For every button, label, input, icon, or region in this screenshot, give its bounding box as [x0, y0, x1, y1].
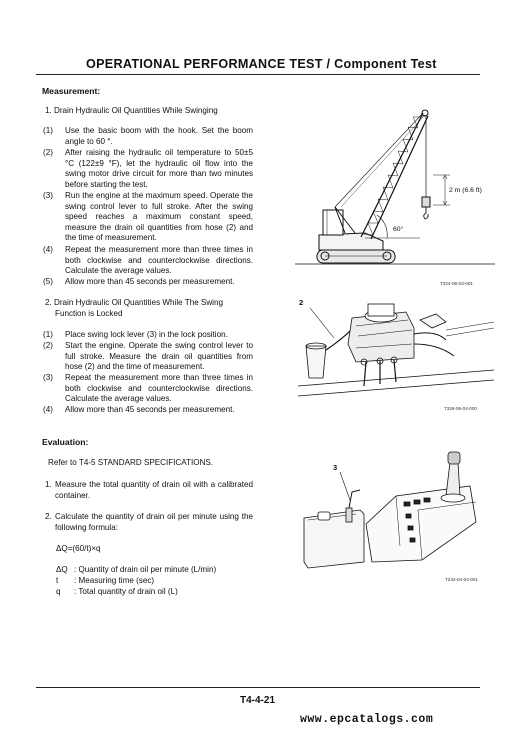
procedure-1-step-3 [43, 191, 253, 245]
step-text: After raising the hydraulic oil temperature to 50±5 °C (122±9 °F), let the hydraulic oil flow into the swing motor drive circuit for more than two minutes before starting the test. [65, 148, 253, 189]
evaluation-step-1 [45, 480, 253, 502]
formula: ΔQ=(60/t)×q [56, 544, 101, 553]
evaluation-heading: Evaluation: [42, 437, 89, 447]
procedure-2-step-3 [43, 373, 253, 405]
evaluation-reference: Refer to T4-5 STANDARD SPECIFICATIONS. [48, 458, 214, 467]
crane-illustration [295, 95, 495, 275]
step-number: (3) [43, 373, 53, 382]
figure-code: T234-04-04-001 [445, 577, 478, 582]
swing-lock-illustration [300, 450, 496, 574]
step-text: Start the engine. Operate the swing control lever to full stroke. Measure the drain oil quantities from hose (2) and the time of measurement. [65, 341, 253, 372]
step-number: (2) [43, 148, 53, 157]
step-text: Run the engine at the maximum speed. Operate the swing control lever to full stroke. After the swing speed reaches a maximum constant speed, measure the drain oil quantities from hose (2) and the time of measurement. [65, 191, 253, 243]
step-number: 1. [45, 480, 52, 489]
procedure-2-step-2 [43, 341, 253, 373]
footer-rule [36, 687, 480, 688]
measurement-heading: Measurement: [42, 86, 101, 96]
header-rule [36, 74, 480, 75]
dimension-label: 2 m (6.6 ft) [449, 187, 482, 194]
legend-description: : Quantity of drain oil per minute (L/min) [74, 565, 217, 574]
step-text: Repeat the measurement more than three times in both clockwise and counterclockwise directions. Calculate the average values. [65, 373, 253, 404]
evaluation-step-2 [45, 512, 253, 534]
legend-description: : Total quantity of drain oil (L) [74, 587, 178, 596]
legend-symbol: t [56, 576, 59, 585]
step-number: (3) [43, 191, 53, 200]
step-text: Use the basic boom with the hook. Set the boom angle to 60 °. [65, 126, 253, 146]
page-number: T4-4-21 [240, 695, 276, 706]
lever-callout: 3 [333, 463, 338, 472]
step-number: 2. [45, 512, 52, 521]
page-title: OPERATIONAL PERFORMANCE TEST / Component Test [86, 57, 437, 71]
procedure-1-title: 1. Drain Hydraulic Oil Quantities While Swinging [45, 106, 218, 115]
procedure-2-title-cont: Function is Locked [55, 309, 123, 318]
step-text: Place swing lock lever (3) in the lock position. [65, 330, 228, 339]
legend-row-q [56, 587, 178, 598]
figure-code: T324-06-03-001 [440, 281, 473, 286]
swing-motor-illustration [296, 300, 496, 402]
step-text: Repeat the measurement more than three times in both clockwise and counterclockwise directions. Calculate the average values. [65, 245, 253, 276]
step-number: (5) [43, 277, 53, 286]
step-text: Measure the total quantity of drain oil with a calibrated container. [55, 480, 253, 500]
legend-row-dq [56, 565, 216, 576]
step-number: (4) [43, 245, 53, 254]
procedure-2-step-4 [43, 405, 258, 417]
step-number: (1) [43, 126, 53, 135]
step-text: Allow more than 45 seconds per measurement. [65, 405, 235, 414]
procedure-1-step-1 [43, 126, 253, 148]
figure-code: T326-06-04-000 [444, 406, 477, 411]
procedure-1-step-2 [43, 148, 253, 191]
procedure-1-step-5 [43, 277, 258, 289]
step-number: (4) [43, 405, 53, 414]
legend-symbol: q [56, 587, 61, 596]
watermark-link[interactable]: www.epcatalogs.com [300, 713, 434, 726]
procedure-1-step-4 [43, 245, 253, 277]
step-number: (1) [43, 330, 53, 339]
hose-callout: 2 [299, 298, 304, 307]
step-number: (2) [43, 341, 53, 350]
legend-row-t [56, 576, 154, 587]
step-text: Allow more than 45 seconds per measurement. [65, 277, 235, 286]
step-text: Calculate the quantity of drain oil per minute using the following formula: [55, 512, 253, 532]
procedure-2-title: 2. Drain Hydraulic Oil Quantities While The Swing [45, 298, 223, 307]
legend-symbol: ΔQ [56, 565, 68, 574]
legend-description: : Measuring time (sec) [74, 576, 155, 585]
angle-label: 60° [393, 226, 404, 233]
